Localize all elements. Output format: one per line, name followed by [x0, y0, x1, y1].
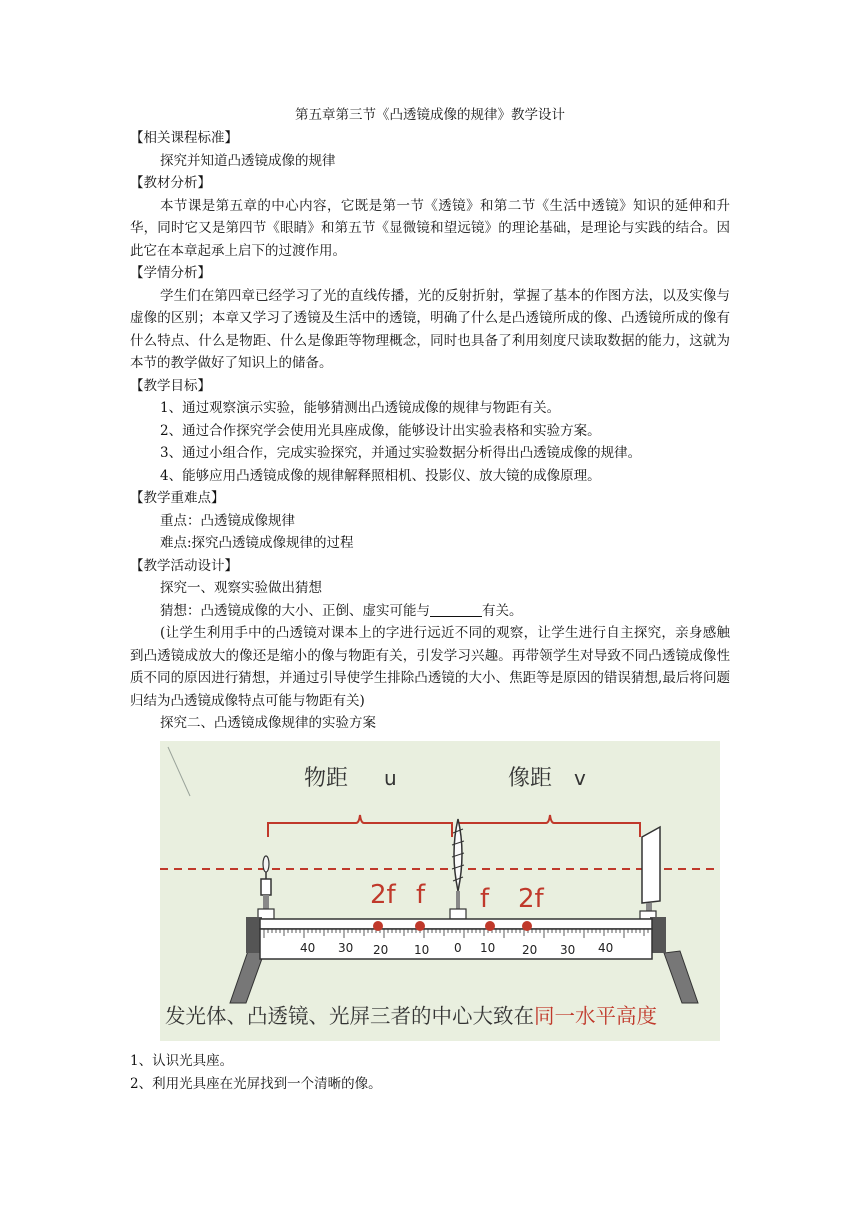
- image-distance-label: 像距: [508, 765, 553, 791]
- guess-before: 猜想：凸透镜成像的大小、正倒、虚实可能与: [160, 602, 430, 619]
- mark-f-right: f: [480, 883, 490, 914]
- heading-activity: 【教学活动设计】: [130, 557, 238, 574]
- activity-note: (让学生利用手中的凸透镜对课本上的字进行远近不同的观察，让学生进行自主探究，亲身感触到凸透镜成放大的像还是缩小的像与物距有关，引发学习兴趣。再带领学生对导致不同凸透镜成像性质不同的原因进行猜想，并通过引导使学生排除凸透镜的大小、焦距等是原因的错误猜想,最后将问题归结为凸透镜成像特点可能与物距有关): [130, 625, 730, 709]
- mark-f-left: f: [416, 879, 426, 910]
- dot-f-left: [415, 921, 425, 931]
- key-difficulty: 难点:探究凸透镜成像规律的过程: [160, 535, 354, 551]
- dot-f-right: [485, 921, 495, 931]
- scale-label: 40: [300, 940, 316, 955]
- guess-after: 有关。: [482, 602, 523, 619]
- dot-2f-right: [522, 921, 532, 931]
- optical-bench-figure: [160, 741, 720, 1041]
- scale-label: 30: [338, 940, 354, 955]
- scale-label: 40: [598, 940, 614, 955]
- fill-blank: [430, 602, 482, 617]
- dot-2f-left: [373, 921, 383, 931]
- mark-2f-right: 2f: [518, 883, 544, 914]
- image-distance-symbol: v: [574, 765, 586, 790]
- step-two: 2、利用光具座在光屏找到一个清晰的像。: [130, 1076, 382, 1092]
- bench-rail: [260, 919, 652, 929]
- scale-label: 20: [373, 942, 389, 957]
- goal-item: 4、能够应用凸透镜成像的规律解释照相机、投影仪、放大镜的成像原理。: [160, 467, 601, 484]
- heading-textbook: 【教材分析】: [130, 175, 211, 191]
- object-distance-label: 物距: [304, 765, 349, 791]
- scale-label: 10: [480, 940, 496, 955]
- scale-label: 20: [522, 942, 538, 957]
- heading-standard: 【相关课程标准】: [130, 130, 238, 146]
- goal-item: 2、通过合作探究学会使用光具座成像，能够设计出实验表格和实验方案。: [160, 422, 601, 439]
- heading-goals: 【教学目标】: [130, 377, 211, 394]
- scale-label: 30: [560, 942, 576, 957]
- explore-two: 探究二、凸透镜成像规律的实验方案: [160, 715, 376, 731]
- heading-students: 【学情分析】: [130, 265, 211, 281]
- heading-key: 【教学重难点】: [130, 490, 225, 506]
- document-title: 第五章第三节《凸透镜成像的规律》教学设计: [295, 107, 565, 123]
- object-distance-symbol: u: [384, 765, 397, 790]
- goal-item: 1、通过观察演示实验，能够猜测出凸透镜成像的规律与物距有关。: [160, 400, 561, 416]
- mark-2f-left: 2f: [370, 879, 396, 910]
- scale-label: 10: [414, 942, 430, 957]
- optical-bench-diagram: [160, 741, 720, 1041]
- figure-caption: [165, 1004, 657, 1028]
- textbook-text: 本节课是第五章的中心内容，它既是第一节《透镜》和第二节《生活中透镜》知识的延伸和升华，同时它又是第四节《眼睛》和第五节《显微镜和望远镜》的理论基础，是理论与实践的结合。因此它在本章起承上启下的过渡作用。: [130, 197, 730, 259]
- explore-one: 探究一、观察实验做出猜想: [160, 580, 322, 596]
- scale-label: 0: [454, 940, 462, 955]
- goal-item: 3、通过小组合作，完成实验探究，并通过实验数据分析得出凸透镜成像的规律。: [160, 445, 642, 461]
- caption-prefix: 发光体、凸透镜、光屏三者的中心大致在: [165, 1003, 534, 1028]
- key-focus: 重点：凸透镜成像规律: [160, 512, 295, 529]
- students-text: 学生们在第四章已经学习了光的直线传播，光的反射折射，掌握了基本的作图方法，以及实像与虚像的区别；本章又学习了透镜及生活中的透镜，明确了什么是凸透镜所成的像、凸透镜所成的像有什么特点、什么是物距、什么是像距等物理概念，同时也具备了利用刻度尺读取数据的能力，这就为本节的教学做好了知识上的储备。: [130, 287, 730, 371]
- step-one: 1、认识光具座。: [130, 1053, 234, 1069]
- guess-line: [130, 600, 730, 623]
- standard-text: 探究并知道凸透镜成像的规律: [160, 152, 336, 169]
- caption-highlight: 同一水平高度: [534, 1003, 657, 1028]
- document-page: [130, 104, 730, 1041]
